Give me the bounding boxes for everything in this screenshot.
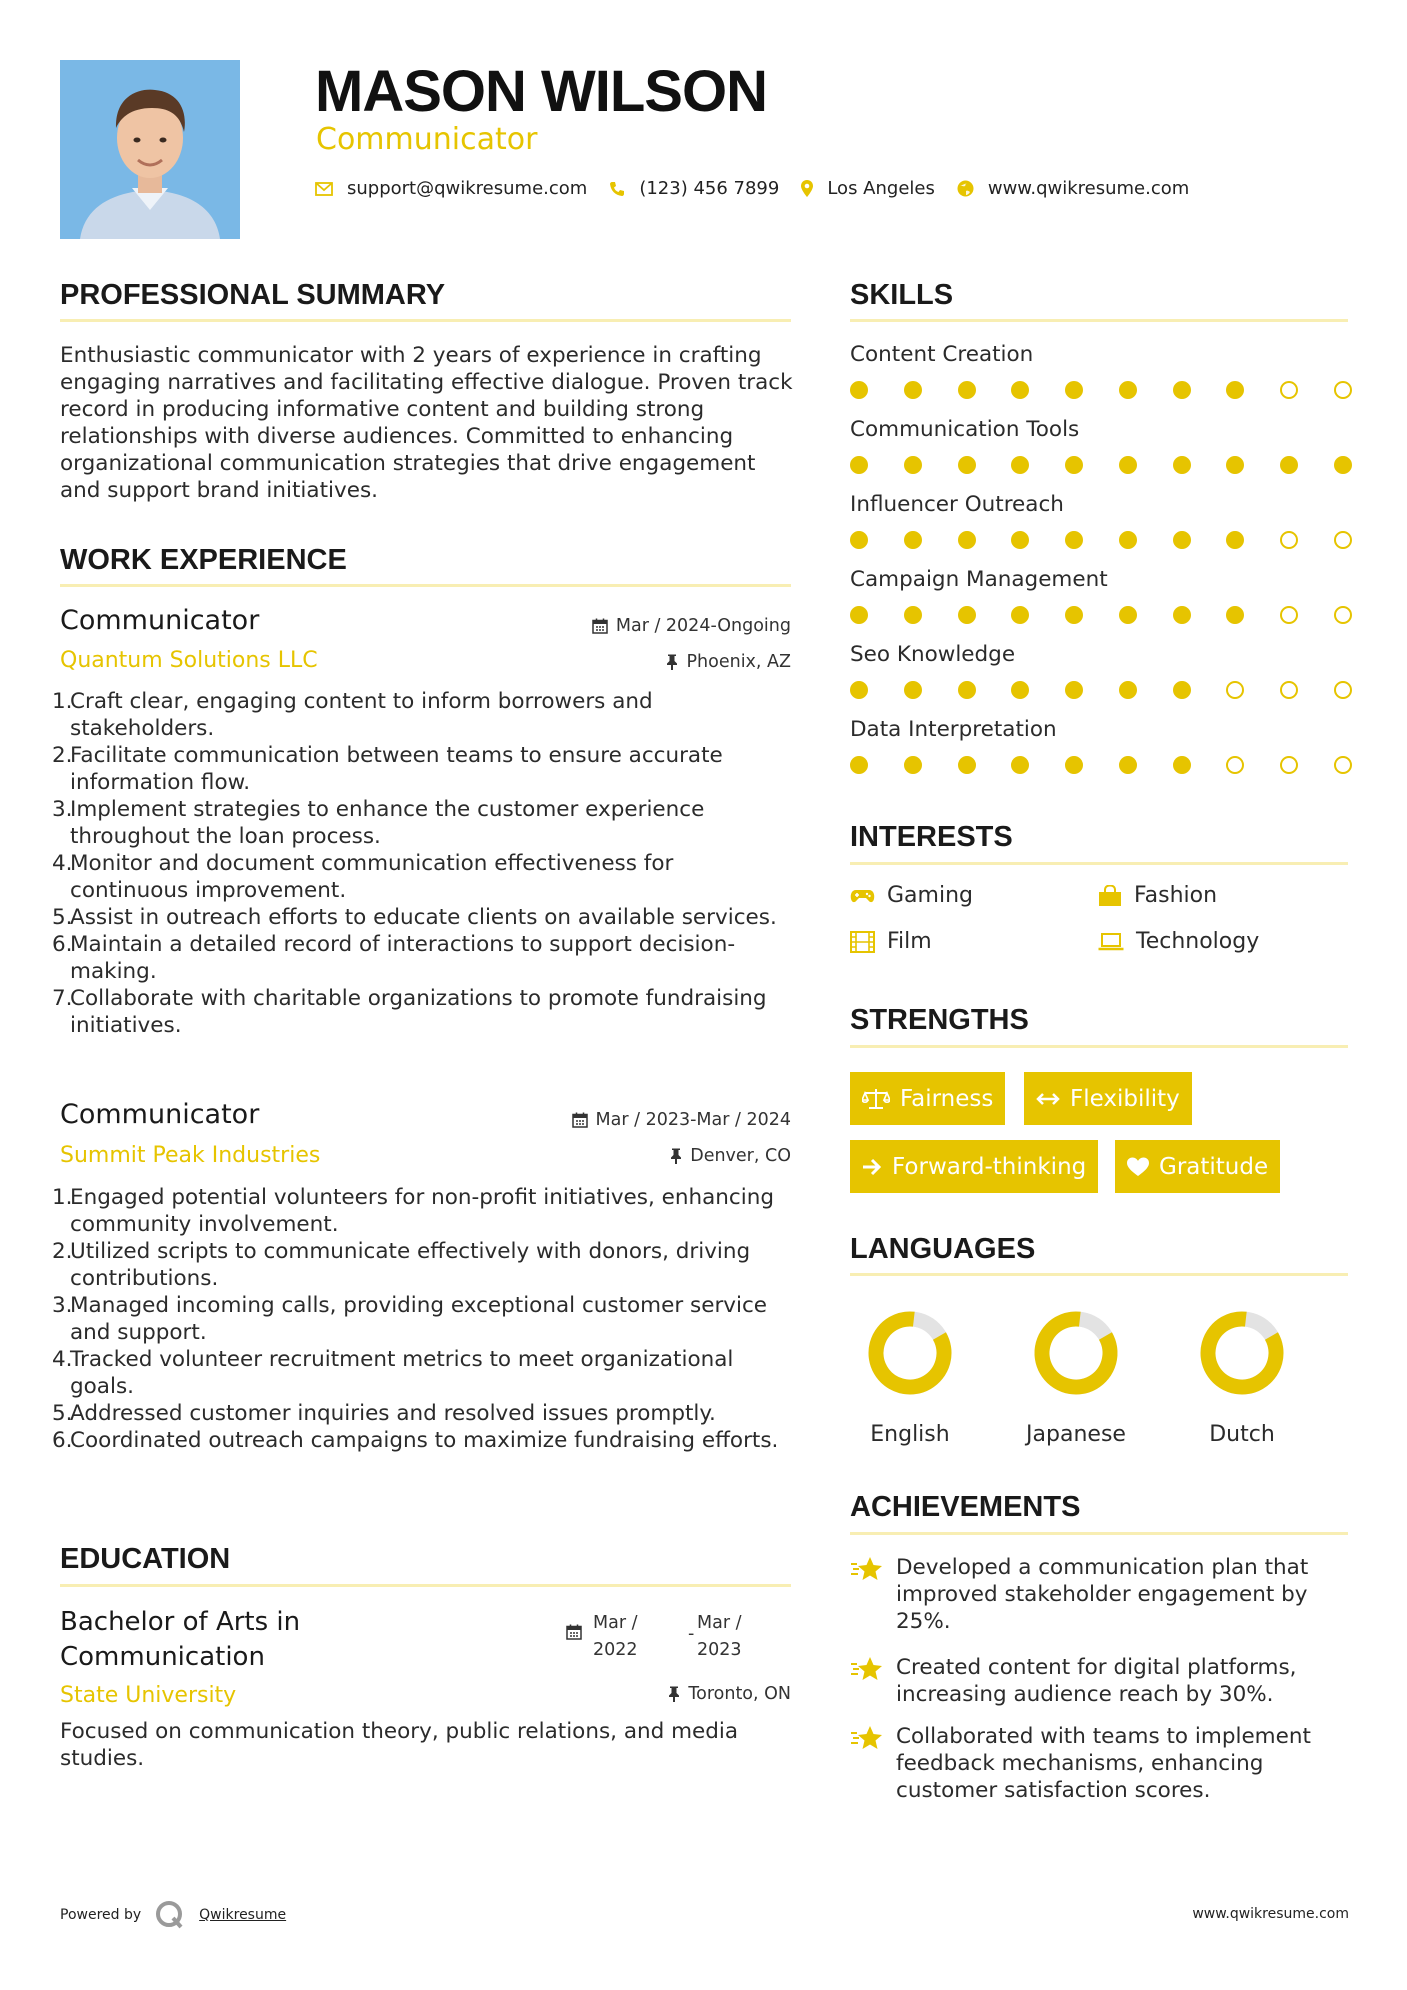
rating-dot-filled [850,456,868,474]
rating-dot-empty [1334,381,1352,399]
job-2-company: Summit Peak Industries [60,1143,321,1168]
footer-website[interactable]: www.qwikresume.com [1192,1906,1349,1922]
rating-dot-filled [1173,606,1191,624]
rating-dot-filled [1226,606,1244,624]
footer-powered-by [60,1900,286,1930]
achievements-divider [850,1532,1348,1535]
language-ring [1199,1310,1285,1396]
skill-rating [850,456,1352,474]
location-text: Los Angeles [827,178,935,199]
rating-dot-filled [904,756,922,774]
skill-name: Campaign Management [850,567,1108,592]
skill-name: Content Creation [850,342,1034,367]
rating-dot-filled [958,531,976,549]
language-ring [1033,1310,1119,1396]
arrows-horizontal-icon [1036,1092,1060,1106]
languages-divider [850,1273,1348,1276]
achievement-2 [850,1654,1350,1708]
job-2-bullet-3: 3. Managed incoming calls, providing exceptional customer service and support. [52,1293,768,1345]
calendar-icon [592,618,608,634]
job-1-bullet-4: 4. Monitor and document communication effectiveness for continuous improvement. [52,851,674,903]
rating-dot-empty [1280,381,1298,399]
strength-flexibility [1024,1072,1192,1125]
rating-dot-filled [1119,456,1137,474]
skill-rating [850,381,1352,399]
rating-dot-filled [1011,756,1029,774]
rating-dot-filled [1011,531,1029,549]
rating-dot-empty [1226,756,1244,774]
phone-text: (123) 456 7899 [639,178,780,199]
achievement-1-text: Developed a communication plan that improved stakeholder engagement by 25%. [896,1555,1309,1634]
rating-dot-filled [1226,456,1244,474]
job-2-bullets [52,1184,792,1454]
strength-forward-thinking-label: Forward-thinking [892,1153,1087,1180]
star-icon [850,1556,884,1584]
rating-dot-filled [1226,381,1244,399]
language-ring-fill [867,1310,953,1396]
rating-dot-filled [850,531,868,549]
heart-icon [1127,1157,1149,1177]
rating-dot-empty [1280,606,1298,624]
star-icon [850,1656,884,1684]
rating-dot-filled [958,756,976,774]
rating-dot-filled [1011,381,1029,399]
language-name: English [870,1422,950,1447]
rating-dot-filled [850,756,868,774]
interest-fashion-label: Fashion [1134,883,1218,908]
rating-dot-filled [1011,606,1029,624]
rating-dot-filled [1334,456,1352,474]
rating-dot-filled [904,381,922,399]
website-text: www.qwikresume.com [987,178,1190,199]
rating-dot-filled [1119,606,1137,624]
job-1-dates [540,616,791,636]
strength-forward-thinking [850,1140,1098,1193]
rating-dot-empty [1280,531,1298,549]
language-item [1172,1310,1312,1447]
achievement-2-text: Created content for digital platforms, increasing audience reach by 30%. [896,1655,1297,1707]
summary-divider [60,319,791,322]
job-2-bullet-1: 1. Engaged potential volunteers for non-profit initiatives, enhancing community involvement. [52,1185,774,1237]
rating-dot-filled [1119,681,1137,699]
skills-divider [850,319,1348,322]
skill-name: Communication Tools [850,417,1080,442]
interests-heading: INTERESTS [850,821,1013,853]
job-1-bullet-2: 2. Facilitate communication between teams to ensure accurate information flow. [52,743,723,795]
rating-dot-filled [1226,531,1244,549]
globe-icon [957,180,974,197]
interest-gaming-label: Gaming [887,883,973,908]
education-divider [60,1584,791,1587]
job-1-location-text: Phoenix, AZ [686,652,791,672]
calendar-icon [572,1112,588,1128]
job-2-bullet-4: 4. Tracked volunteer recruitment metrics to meet organizational goals. [52,1347,734,1399]
rating-dot-filled [1119,756,1137,774]
language-ring [867,1310,953,1396]
language-item [1006,1310,1146,1447]
email-text: support@qwikresume.com [347,178,588,199]
balance-scale-icon [862,1088,890,1110]
skill-name: Data Interpretation [850,717,1057,742]
rating-dot-filled [1119,381,1137,399]
language-name: Dutch [1209,1422,1275,1447]
calendar-icon [566,1624,582,1640]
strength-flexibility-label: Flexibility [1070,1085,1180,1112]
candidate-name: MASON WILSON [315,59,767,124]
rating-dot-empty [1334,531,1352,549]
interest-technology [1098,929,1259,954]
envelope-icon [315,182,333,196]
rating-dot-filled [904,531,922,549]
education-description: Focused on communication theory, public relations, and media studies. [60,1719,739,1771]
rating-dot-filled [850,381,868,399]
degree-line-1: Bachelor of Arts in [60,1607,301,1637]
job-2-bullet-5: 5. Addressed customer inquiries and resolved issues promptly. [52,1401,716,1426]
skill-rating [850,756,1352,774]
interest-film [850,929,932,954]
phone-icon [609,181,625,197]
rating-dot-empty [1280,756,1298,774]
shopping-bag-icon [1098,885,1122,907]
contact-phone[interactable] [609,178,779,199]
rating-dot-filled [904,456,922,474]
degree-line-2: Communication [60,1642,265,1672]
rating-dot-empty [1334,756,1352,774]
rating-dot-empty [1334,606,1352,624]
rating-dot-empty [1280,681,1298,699]
job-2-title: Communicator [60,1099,260,1130]
rating-dot-filled [1173,531,1191,549]
language-ring-fill [1199,1310,1285,1396]
education-location [540,1684,791,1704]
rating-dot-filled [1065,531,1083,549]
rating-dot-filled [850,606,868,624]
contact-location [801,178,935,199]
rating-dot-filled [958,456,976,474]
job-2-bullet-6: 6. Coordinated outreach campaigns to maximize fundraising efforts. [52,1428,779,1453]
languages-heading: LANGUAGES [850,1233,1036,1265]
map-pin-icon [801,180,813,197]
pushpin-icon [666,654,678,670]
rating-dot-filled [904,681,922,699]
skill-rating [850,606,1352,624]
rating-dot-filled [1173,681,1191,699]
experience-divider [60,584,791,587]
film-icon [850,931,875,953]
job-1-title: Communicator [60,605,260,636]
education-degree [60,1605,300,1675]
job-1-bullet-7: 7. Collaborate with charitable organizations to promote fundraising initiatives. [52,986,767,1038]
candidate-role: Communicator [316,122,538,157]
education-start: Mar / 2022 [593,1613,638,1660]
interests-divider [850,862,1348,865]
rating-dot-filled [958,681,976,699]
job-1-company: Quantum Solutions LLC [60,648,318,673]
interest-film-label: Film [887,929,932,954]
language-name: Japanese [1026,1422,1126,1447]
rating-dot-filled [1065,381,1083,399]
summary-heading: PROFESSIONAL SUMMARY [60,279,446,311]
interest-technology-label: Technology [1136,929,1260,954]
strengths-heading: STRENGTHS [850,1004,1029,1036]
job-1-bullet-6: 6. Maintain a detailed record of interactions to support decision-making. [52,932,736,984]
rating-dot-filled [1065,606,1083,624]
strength-gratitude-label: Gratitude [1159,1153,1269,1180]
job-2-location [540,1146,791,1166]
education-heading: EDUCATION [60,1543,231,1575]
powered-by-text: Powered by [60,1907,142,1923]
profile-photo [60,60,240,239]
skills-heading: SKILLS [850,279,954,311]
strengths-divider [850,1045,1348,1048]
rating-dot-filled [1065,456,1083,474]
job-1-bullet-1: 1. Craft clear, engaging content to inform borrowers and stakeholders. [52,689,653,741]
job-2-location-text: Denver, CO [690,1146,791,1166]
job-1-dates-text: Mar / 2024-Ongoing [615,616,791,636]
achievement-1 [850,1554,1350,1635]
job-2-dates [520,1110,791,1130]
skill-name: Seo Knowledge [850,642,1016,667]
gamepad-icon [850,888,875,904]
job-2-bullet-2: 2. Utilized scripts to communicate effectively with donors, driving contributions. [52,1239,751,1291]
job-1-bullet-5: 5. Assist in outreach efforts to educate clients on available services. [52,905,777,930]
strength-gratitude [1115,1140,1280,1193]
rating-dot-filled [1119,531,1137,549]
rating-dot-empty [1226,681,1244,699]
job-1-location [540,652,791,672]
education-location-text: Toronto, ON [688,1684,791,1704]
job-1-bullet-3: 3. Implement strategies to enhance the customer experience throughout the loan process. [52,797,705,849]
achievements-heading: ACHIEVEMENTS [850,1491,1081,1523]
job-1-bullets [52,688,792,1039]
laptop-icon [1098,933,1124,951]
job-2-dates-text: Mar / 2023-Mar / 2024 [595,1110,791,1130]
rating-dot-filled [1173,756,1191,774]
contact-website[interactable] [957,178,1189,199]
contact-email[interactable] [315,178,587,199]
pushpin-icon [668,1686,680,1702]
rating-dot-filled [1173,381,1191,399]
rating-dot-filled [958,381,976,399]
skill-rating [850,681,1352,699]
language-item [840,1310,980,1447]
language-ring-fill [1033,1310,1119,1396]
rating-dot-filled [1065,681,1083,699]
rating-dot-filled [850,681,868,699]
strength-fairness-label: Fairness [900,1085,994,1112]
date-separator: - [688,1624,695,1644]
skill-rating [850,531,1352,549]
rating-dot-filled [1011,456,1029,474]
rating-dot-filled [904,606,922,624]
strength-fairness [850,1072,1005,1125]
qwikresume-link[interactable]: Qwikresume [199,1907,287,1923]
skill-name: Influencer Outreach [850,492,1064,517]
achievement-3 [850,1723,1350,1804]
rating-dot-filled [1173,456,1191,474]
contact-bar [315,178,1211,199]
achievement-3-text: Collaborated with teams to implement feedback mechanisms, enhancing customer satisfaction scores. [896,1724,1311,1803]
rating-dot-filled [1011,681,1029,699]
qwikresume-logo-icon [155,1900,185,1930]
experience-heading: WORK EXPERIENCE [60,544,347,576]
star-icon [850,1725,884,1753]
rating-dot-filled [958,606,976,624]
rating-dot-empty [1334,681,1352,699]
rating-dot-filled [1280,456,1298,474]
education-end: Mar / 2023 [697,1613,742,1660]
rating-dot-filled [1065,756,1083,774]
summary-text: Enthusiastic communicator with 2 years of experience in crafting engaging narratives and facilitating effective dialogue. Proven track record in producing informative content and building strong relationships with diverse audiences. Committed to enhancing organizational communication strategies that drive engagement and support brand initiatives. [60,343,793,503]
pushpin-icon [670,1148,682,1164]
interest-gaming [850,883,973,908]
education-school: State University [60,1683,237,1708]
interest-fashion [1098,883,1217,908]
arrow-right-icon [862,1158,882,1176]
